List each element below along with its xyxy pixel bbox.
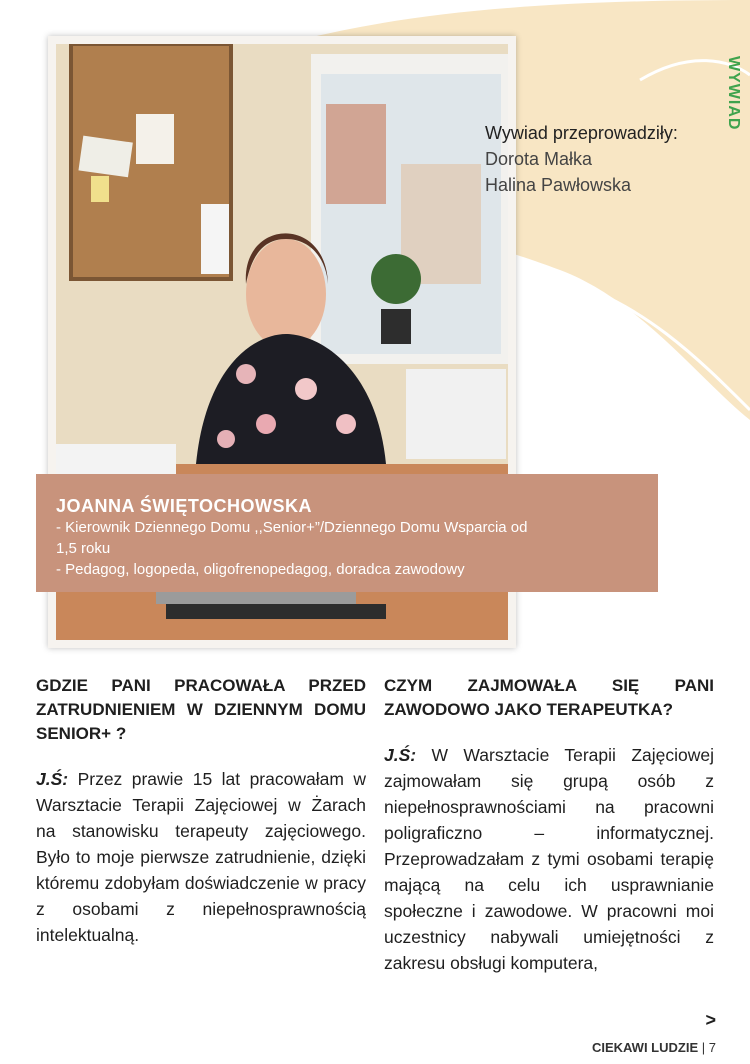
profile-caption — [36, 474, 658, 592]
answer-text: W Warsztacie Terapii Zajęciowej zajmowałam się grupą osób z niepełnosprawnościami na pracowni poligraficzno – informatycznej. Przeprowadzałam z tymi osobami terapię mającą na celu ich usprawnianie społeczne i zawodowe. W pracowni moi uczestnicy nabywali umiejętności z zakresu obsługi komputera, — [384, 745, 714, 973]
answer-initials: J.Ś: — [36, 769, 69, 789]
question-heading: CZYM ZAJMOWAŁA SIĘ PANI ZAWODOWO JAKO TERAPEUTKA? — [384, 676, 714, 719]
section-label: WYWIAD — [725, 56, 742, 131]
answer-paragraph — [36, 766, 366, 948]
profile-line: - Pedagog, logopeda, oligofrenopedagog, doradca zawodowy — [56, 561, 465, 578]
left-column — [36, 674, 366, 948]
interviewers-heading: Wywiad przeprowadziły: — [485, 123, 678, 143]
interviewer-name: Halina Pawłowska — [485, 175, 632, 195]
interviewers-block — [485, 120, 678, 198]
footer-section: CIEKAWI LUDZIE — [591, 1040, 699, 1055]
page-number: 7 — [708, 1040, 716, 1055]
right-column — [384, 674, 714, 976]
interviewer-name: Dorota Małka — [485, 149, 593, 169]
question-heading: GDZIE PANI PRACOWAŁA PRZED ZATRUDNIENIEM W DZIENNYM DOMU SENIOR+ ? — [36, 676, 366, 743]
answer-text: Przez prawie 15 lat pracowałam w Warsztacie Terapii Zajęciowej w Żarach na stanowisku terapeuty zajęciowego. Było to moje pierwsze zatrudnienie, dzięki któremu zdobyłam doświadczenie w pracy z osobami z niepełnosprawnością intelektualną. — [36, 769, 366, 945]
profile-line: 1,5 roku — [56, 540, 111, 557]
answer-paragraph — [384, 742, 714, 976]
profile-name: JOANNA ŚWIĘTOCHOWSKA — [56, 496, 313, 516]
page-footer — [592, 1040, 716, 1055]
continue-arrow-icon: > — [705, 1010, 716, 1030]
answer-initials: J.Ś: — [384, 745, 417, 765]
footer-separator: | — [701, 1040, 706, 1055]
profile-line: - Kierownik Dziennego Domu ,,Senior+”/Dziennego Domu Wsparcia od — [56, 519, 528, 536]
